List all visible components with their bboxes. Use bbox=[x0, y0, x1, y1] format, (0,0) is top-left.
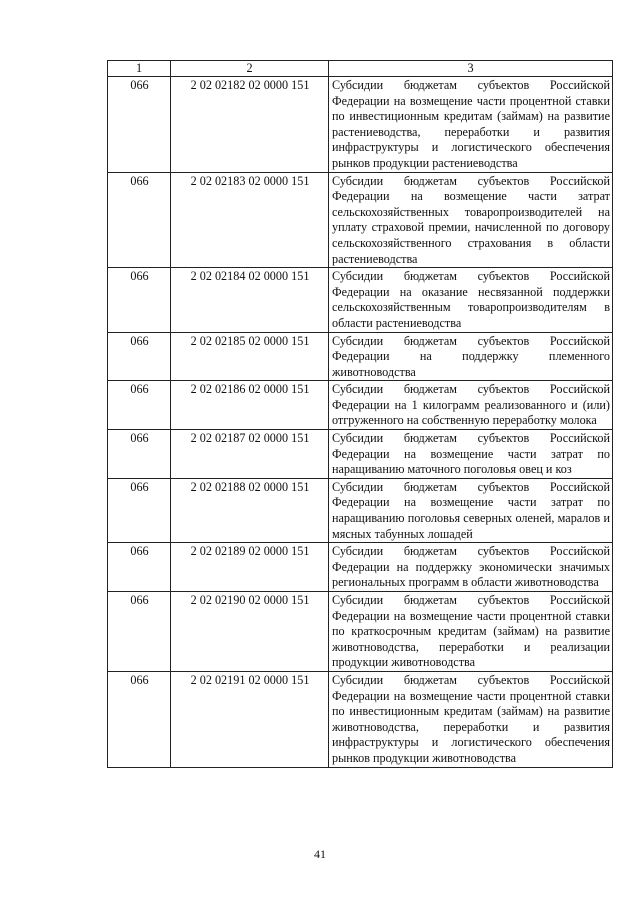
administrator-code: 066 bbox=[108, 478, 171, 542]
administrator-code: 066 bbox=[108, 332, 171, 381]
table-row bbox=[108, 430, 613, 479]
column-header-3: 3 bbox=[329, 61, 613, 77]
revenue-description: Субсидии бюджетам субъектов Российской Федерации на поддержку экономически значимых региональных программ в области животноводства bbox=[329, 543, 613, 592]
revenue-description: Субсидии бюджетам субъектов Российской Федерации на поддержку племенного животноводства bbox=[329, 332, 613, 381]
budget-classification-code: 2 02 02183 02 0000 151 bbox=[171, 172, 329, 268]
administrator-code: 066 bbox=[108, 543, 171, 592]
administrator-code: 066 bbox=[108, 381, 171, 430]
table-row bbox=[108, 172, 613, 268]
administrator-code: 066 bbox=[108, 592, 171, 672]
table-row bbox=[108, 332, 613, 381]
revenue-description: Субсидии бюджетам субъектов Российской Федерации на возмещение части процентной ставки по инвестиционным кредитам (займам) на развитие растениеводства, переработки и развития инфраструктуры и логистического обеспечения рынков продукции растениеводства bbox=[329, 77, 613, 173]
budget-classification-code: 2 02 02182 02 0000 151 bbox=[171, 77, 329, 173]
budget-classification-code: 2 02 02184 02 0000 151 bbox=[171, 268, 329, 332]
budget-classification-code: 2 02 02188 02 0000 151 bbox=[171, 478, 329, 542]
revenue-description: Субсидии бюджетам субъектов Российской Федерации на возмещение части затрат по наращиванию поголовья северных оленей, маралов и мясных табунных лошадей bbox=[329, 478, 613, 542]
table-row bbox=[108, 77, 613, 173]
budget-classification-code: 2 02 02190 02 0000 151 bbox=[171, 592, 329, 672]
table-row bbox=[108, 543, 613, 592]
administrator-code: 066 bbox=[108, 430, 171, 479]
budget-classification-code: 2 02 02189 02 0000 151 bbox=[171, 543, 329, 592]
revenue-description: Субсидии бюджетам субъектов Российской Федерации на возмещение части процентной ставки по инвестиционным кредитам (займам) на развитие животноводства, переработки и развития инфраструктуры и логистического обеспечения рынков продукции животноводства bbox=[329, 671, 613, 767]
revenue-description: Субсидии бюджетам субъектов Российской Федерации на возмещение части затрат по наращиванию маточного поголовья овец и коз bbox=[329, 430, 613, 479]
administrator-code: 066 bbox=[108, 268, 171, 332]
table-row bbox=[108, 268, 613, 332]
revenue-description: Субсидии бюджетам субъектов Российской Федерации на оказание несвязанной поддержки сельскохозяйственным товаропроизводителям в области растениеводства bbox=[329, 268, 613, 332]
column-header-2: 2 bbox=[171, 61, 329, 77]
budget-classification-table bbox=[107, 60, 613, 768]
budget-classification-code: 2 02 02185 02 0000 151 bbox=[171, 332, 329, 381]
budget-classification-code: 2 02 02191 02 0000 151 bbox=[171, 671, 329, 767]
revenue-description: Субсидии бюджетам субъектов Российской Федерации на возмещение части процентной ставки по краткосрочным кредитам (займам) на развитие животноводства, переработки и реализации продукции животноводства bbox=[329, 592, 613, 672]
table-row bbox=[108, 671, 613, 767]
table-row bbox=[108, 592, 613, 672]
administrator-code: 066 bbox=[108, 172, 171, 268]
table-row bbox=[108, 478, 613, 542]
revenue-description: Субсидии бюджетам субъектов Российской Федерации на 1 килограмм реализованного и (или) отгруженного на собственную переработку молока bbox=[329, 381, 613, 430]
revenue-description: Субсидии бюджетам субъектов Российской Федерации на возмещение части затрат сельскохозяйственных товаропроизводителей на уплату страховой премии, начисленной по договору сельскохозяйственного страхования в области растениеводства bbox=[329, 172, 613, 268]
column-header-1: 1 bbox=[108, 61, 171, 77]
page-number: 41 bbox=[314, 847, 326, 861]
administrator-code: 066 bbox=[108, 671, 171, 767]
table-row bbox=[108, 381, 613, 430]
budget-classification-code: 2 02 02187 02 0000 151 bbox=[171, 430, 329, 479]
administrator-code: 066 bbox=[108, 77, 171, 173]
budget-classification-code: 2 02 02186 02 0000 151 bbox=[171, 381, 329, 430]
table-header-row bbox=[108, 61, 613, 77]
